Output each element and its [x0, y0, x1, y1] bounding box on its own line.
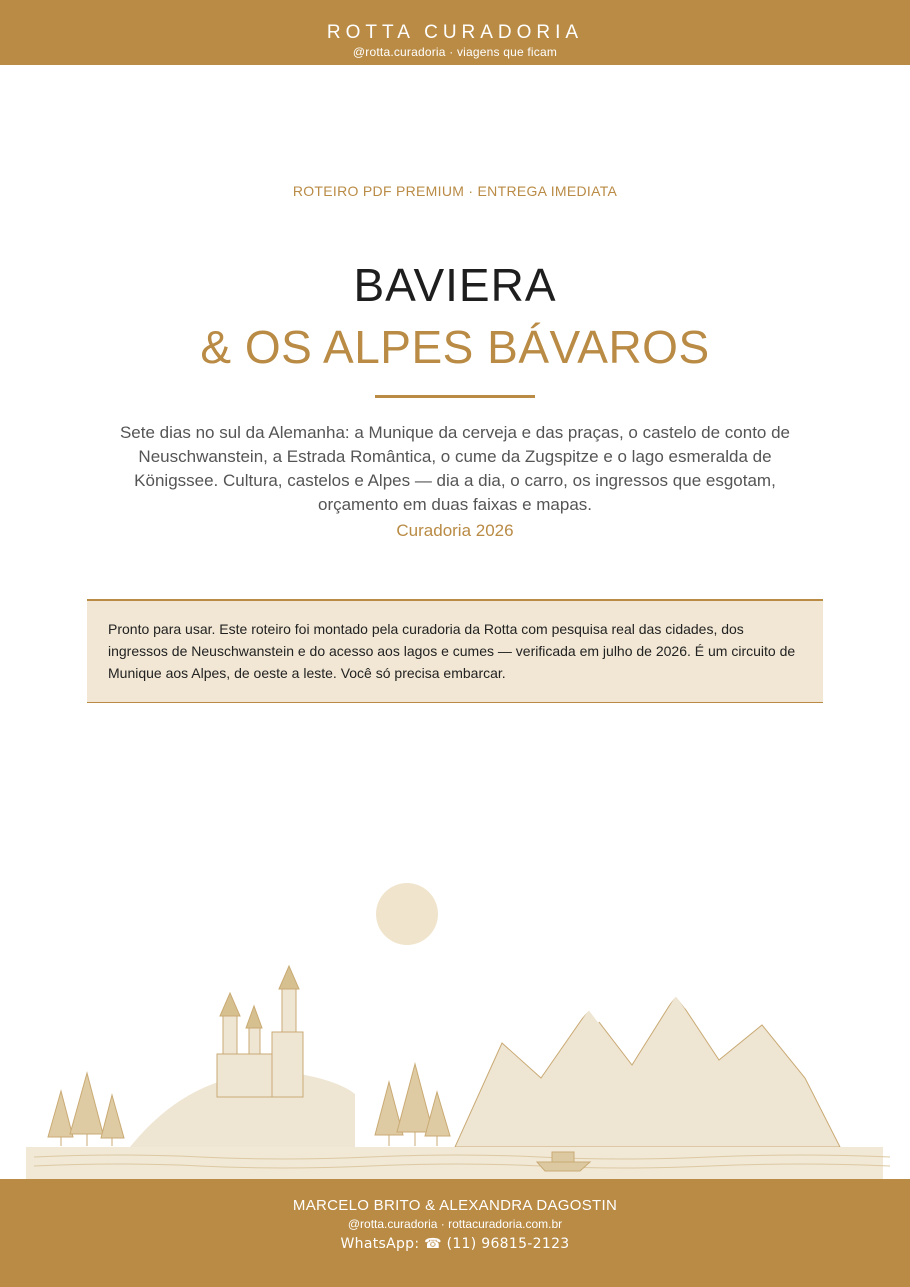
cover-title: BAVIERA — [353, 259, 557, 311]
title-divider — [375, 395, 535, 398]
footer-contacts: @rotta.curadoria · rottacuradoria.com.br — [347, 1217, 563, 1231]
cover-edition: Curadoria 2026 — [396, 521, 514, 540]
brand-name: ROTTA CURADORIA — [326, 22, 584, 43]
footer-whatsapp: WhatsApp: ☎ (11) 96815-2123 — [340, 1236, 570, 1252]
sun-icon — [376, 883, 438, 945]
cover-kicker: ROTEIRO PDF PREMIUM · ENTREGA IMEDIATA — [292, 183, 618, 199]
brand-handle: @rotta.curadoria · viagens que ficam — [352, 45, 558, 59]
tree-icon — [48, 1073, 124, 1146]
cover-subtitle: & OS ALPES BÁVAROS — [200, 321, 710, 373]
page-footer — [0, 1179, 910, 1287]
cover-lead: Sete dias no sul da Alemanha: a Munique da cerveja e das praças, o castelo de conto de Neuschwanstein, a Estrada Romântica, o cume da Zugspitze e o lago esmeralda de Königssee. Cultura, castelos e Alpes — dia a dia, o carro, os ingressos que esgotam, orçamento em duas faixas e mapas. — [119, 423, 791, 514]
ready-notice-text: Pronto para usar. Este roteiro foi montado pela curadoria da Rotta com pesquisa real das cidades, dos ingressos de Neuschwanstein e do acesso aos lagos e cumes — verificada em julho de 2026. É um circuito de Munique aos Alpes, de oeste a leste. Você só precisa embarcar. — [108, 621, 796, 681]
water-icon — [26, 1147, 890, 1179]
landscape-illustration — [0, 870, 910, 1179]
page-header — [0, 0, 910, 65]
footer-authors: MARCELO BRITO & ALEXANDRA DAGOSTIN — [292, 1197, 618, 1214]
mountains-icon — [455, 995, 840, 1147]
tree-icon — [375, 1064, 450, 1146]
castle-icon — [217, 966, 303, 1097]
ready-notice — [87, 599, 823, 703]
